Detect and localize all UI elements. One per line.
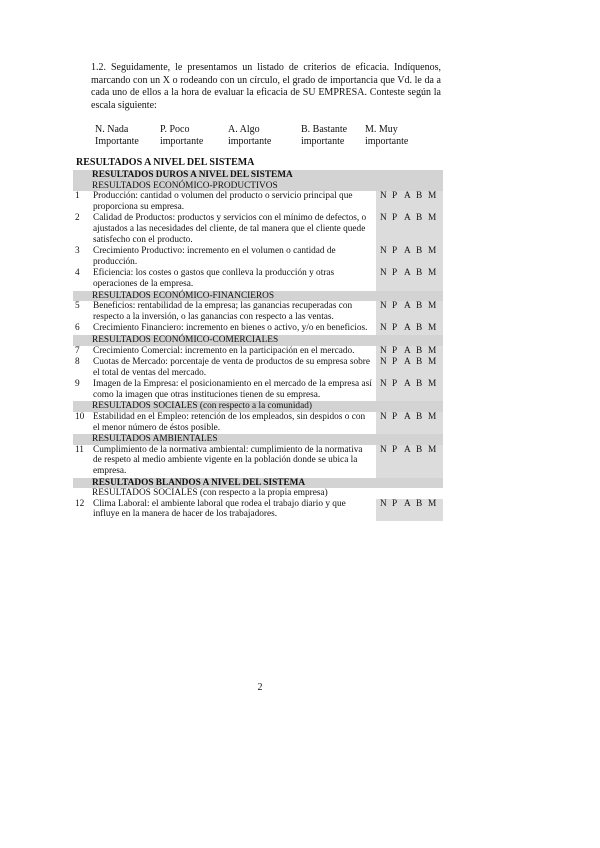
option-p[interactable]: P — [392, 345, 398, 356]
criterion-row — [73, 357, 443, 379]
criterion-number: 9 — [75, 379, 80, 390]
option-n[interactable]: N — [380, 268, 387, 279]
option-p[interactable]: P — [392, 301, 398, 312]
option-p[interactable]: P — [392, 498, 398, 509]
band-ambientales — [73, 434, 443, 445]
scale-sublabel: Importante — [95, 136, 139, 147]
option-m[interactable]: M — [428, 301, 437, 312]
criteria-table — [73, 170, 443, 521]
rating-options — [376, 379, 443, 401]
band-blandos — [73, 478, 443, 489]
option-b[interactable]: B — [416, 498, 423, 509]
option-a[interactable]: A — [404, 213, 411, 224]
criterion-number: 11 — [75, 444, 84, 455]
criterion-number: 6 — [75, 323, 80, 334]
band-title: RESULTADOS DUROS A NIVEL DEL SISTEMA — [73, 170, 443, 181]
band-duros — [73, 170, 443, 181]
option-b[interactable]: B — [416, 246, 423, 257]
criterion-row — [73, 346, 443, 358]
option-m[interactable]: M — [428, 323, 437, 334]
band-title: RESULTADOS SOCIALES (con respecto a la propia empresa) — [92, 488, 328, 499]
option-m[interactable]: M — [428, 444, 437, 455]
option-a[interactable]: A — [404, 498, 411, 509]
criterion-text: Crecimiento Comercial: incremento en la participación en el mercado. — [93, 345, 355, 356]
criterion-number: 10 — [75, 412, 85, 423]
scale-label: B. Bastante — [301, 124, 348, 135]
option-b[interactable]: B — [416, 357, 423, 368]
option-n[interactable]: N — [380, 301, 387, 312]
scale-sublabel: importante — [301, 136, 345, 147]
option-m[interactable]: M — [428, 357, 437, 368]
criterion-row — [73, 323, 443, 335]
criterion-row — [73, 412, 443, 434]
rating-options — [376, 246, 443, 268]
scale-item-nada — [95, 124, 139, 148]
band-title: RESULTADOS ECONÓMICO-COMERCIALES — [73, 335, 443, 346]
criterion-text: Clima Laboral: el ambiente laboral que rodea el trabajo diario y que influye en la manera de hacer de los trabajadores. — [93, 498, 346, 520]
option-b[interactable]: B — [416, 444, 423, 455]
scale-label: A. Algo — [228, 124, 260, 135]
option-m[interactable]: M — [428, 345, 437, 356]
criterion-row — [73, 301, 443, 323]
option-m[interactable]: M — [428, 213, 437, 224]
band-title: RESULTADOS AMBIENTALES — [73, 434, 443, 445]
option-a[interactable]: A — [404, 191, 411, 202]
option-b[interactable]: B — [416, 345, 423, 356]
criterion-row — [73, 499, 443, 521]
rating-options — [376, 213, 443, 246]
scale-sublabel: importante — [365, 136, 409, 147]
option-p[interactable]: P — [392, 323, 398, 334]
rating-options — [376, 301, 443, 323]
option-a[interactable]: A — [404, 357, 411, 368]
option-n[interactable]: N — [380, 345, 387, 356]
criterion-row — [73, 191, 443, 213]
option-p[interactable]: P — [392, 357, 398, 368]
band-title: RESULTADOS BLANDOS A NIVEL DEL SISTEMA — [73, 478, 443, 489]
option-b[interactable]: B — [416, 213, 423, 224]
scale-label: M. Muy — [365, 124, 398, 135]
option-a[interactable]: A — [404, 246, 411, 257]
section-heading: RESULTADOS A NIVEL DEL SISTEMA — [76, 157, 255, 168]
option-m[interactable]: M — [428, 412, 437, 423]
option-b[interactable]: B — [416, 323, 423, 334]
criterion-number: 4 — [75, 268, 80, 279]
page-number: 2 — [257, 682, 263, 693]
criterion-row — [73, 246, 443, 268]
criterion-text: Crecimiento Financiero: incremento en bienes o activo, y/o en beneficios. — [93, 323, 368, 334]
option-m[interactable]: M — [428, 191, 437, 202]
option-a[interactable]: A — [404, 444, 411, 455]
option-a[interactable]: A — [404, 323, 411, 334]
band-financieros — [73, 291, 443, 302]
criterion-number: 2 — [75, 213, 80, 224]
option-p[interactable]: P — [392, 268, 398, 279]
scale-label: P. Poco — [160, 124, 190, 135]
rating-options — [376, 323, 443, 335]
option-n[interactable]: N — [380, 191, 387, 202]
intro-paragraph: 1.2. Seguidamente, le presentamos un listado de criterios de eficacia. Indíquenos, marcando con un X o rodeando con un círculo, el grado de importancia que Vd. le da a cada uno de ellos a la hora de evaluar la eficacia de SU EMPRESA. Conteste según la escala siguiente: — [91, 62, 441, 111]
rating-options — [376, 346, 443, 358]
criterion-number: 8 — [75, 357, 80, 368]
option-m[interactable]: M — [428, 268, 437, 279]
criterion-text: Eficiencia: los costes o gastos que conlleva la producción y otras operaciones de la empresa. — [93, 268, 335, 289]
criterion-number: 12 — [75, 498, 85, 509]
band-title: RESULTADOS ECONÓMICO-FINANCIEROS — [73, 291, 443, 302]
band-productivos — [73, 181, 443, 192]
option-n[interactable]: N — [380, 498, 387, 509]
option-a[interactable]: A — [404, 345, 411, 356]
band-title: RESULTADOS SOCIALES (con respecto a la comunidad) — [73, 401, 443, 412]
option-b[interactable]: B — [416, 379, 423, 390]
rating-options — [376, 445, 443, 478]
option-n[interactable]: N — [380, 444, 387, 455]
criterion-number: 3 — [75, 246, 80, 257]
option-p[interactable]: P — [392, 246, 398, 257]
criterion-text: Imagen de la Empresa: el posicionamiento en el mercado de la empresa así como la imagen que otras instituciones tienen de su empresa. — [93, 379, 372, 400]
scale-item-muy — [365, 124, 408, 148]
criterion-row — [73, 213, 443, 246]
option-p[interactable]: P — [392, 444, 398, 455]
option-p[interactable]: P — [392, 191, 398, 202]
rating-options — [376, 412, 443, 434]
band-title: RESULTADOS ECONÓMICO-PRODUCTIVOS — [73, 181, 443, 192]
option-b[interactable]: B — [416, 301, 423, 312]
scale-label: N. Nada — [95, 124, 129, 135]
scale-item-bastante — [301, 124, 347, 148]
option-a[interactable]: A — [404, 301, 411, 312]
option-n[interactable]: N — [380, 379, 387, 390]
criterion-text: Cuotas de Mercado: porcentaje de venta de productos de su empresa sobre el total de ventas del mercado. — [93, 357, 370, 378]
criterion-row — [73, 445, 443, 478]
rating-options — [376, 499, 443, 521]
criterion-text: Calidad de Productos: productos y servicios con el mínimo de defectos, o ajustados a las necesidades del cliente, de tal manera que el cliente quede satisfecho con el producto. — [93, 213, 367, 245]
band-sociales-empresa — [73, 488, 443, 499]
option-p[interactable]: P — [392, 379, 398, 390]
option-m[interactable]: M — [428, 498, 437, 509]
option-n[interactable]: N — [380, 246, 387, 257]
option-n[interactable]: N — [380, 323, 387, 334]
scale-sublabel: importante — [160, 136, 204, 147]
option-n[interactable]: N — [380, 412, 387, 423]
option-n[interactable]: N — [380, 357, 387, 368]
criterion-number: 7 — [75, 345, 80, 356]
scale-sublabel: importante — [228, 136, 272, 147]
option-m[interactable]: M — [428, 379, 437, 390]
option-a[interactable]: A — [404, 412, 411, 423]
criterion-text: Crecimiento Productivo: incremento en el volumen o cantidad de producción. — [93, 246, 336, 267]
band-sociales-comunidad — [73, 401, 443, 412]
rating-options — [376, 268, 443, 290]
rating-options — [376, 191, 443, 213]
scale-item-poco — [160, 124, 203, 148]
criterion-text: Producción: cantidad o volumen del producto o servicio principal que proporciona su empresa. — [93, 191, 353, 212]
option-m[interactable]: M — [428, 246, 437, 257]
criterion-number: 1 — [75, 191, 80, 202]
criterion-number: 5 — [75, 301, 80, 312]
criterion-text: Cumplimiento de la normativa ambiental: cumplimiento de la normativa de respeto al medio ambiente vigente en la población donde se ubica la empresa. — [93, 444, 363, 477]
scale-item-algo — [228, 124, 271, 148]
criterion-text: Beneficios: rentabilidad de la empresa; las ganancias recuperadas con respecto a la inversión, o las ganancias con respecto a las ventas. — [93, 301, 353, 322]
rating-options — [376, 357, 443, 379]
option-a[interactable]: A — [404, 379, 411, 390]
option-b[interactable]: B — [416, 412, 423, 423]
option-b[interactable]: B — [416, 268, 423, 279]
option-n[interactable]: N — [380, 213, 387, 224]
option-b[interactable]: B — [416, 191, 423, 202]
option-a[interactable]: A — [404, 268, 411, 279]
criterion-text: Estabilidad en el Empleo: retención de los empleados, sin despidos o con el menor número de éstos posible. — [93, 412, 366, 433]
option-p[interactable]: P — [392, 213, 398, 224]
option-p[interactable]: P — [392, 412, 398, 423]
criterion-row — [73, 379, 443, 401]
criterion-row — [73, 268, 443, 290]
band-comerciales — [73, 335, 443, 346]
